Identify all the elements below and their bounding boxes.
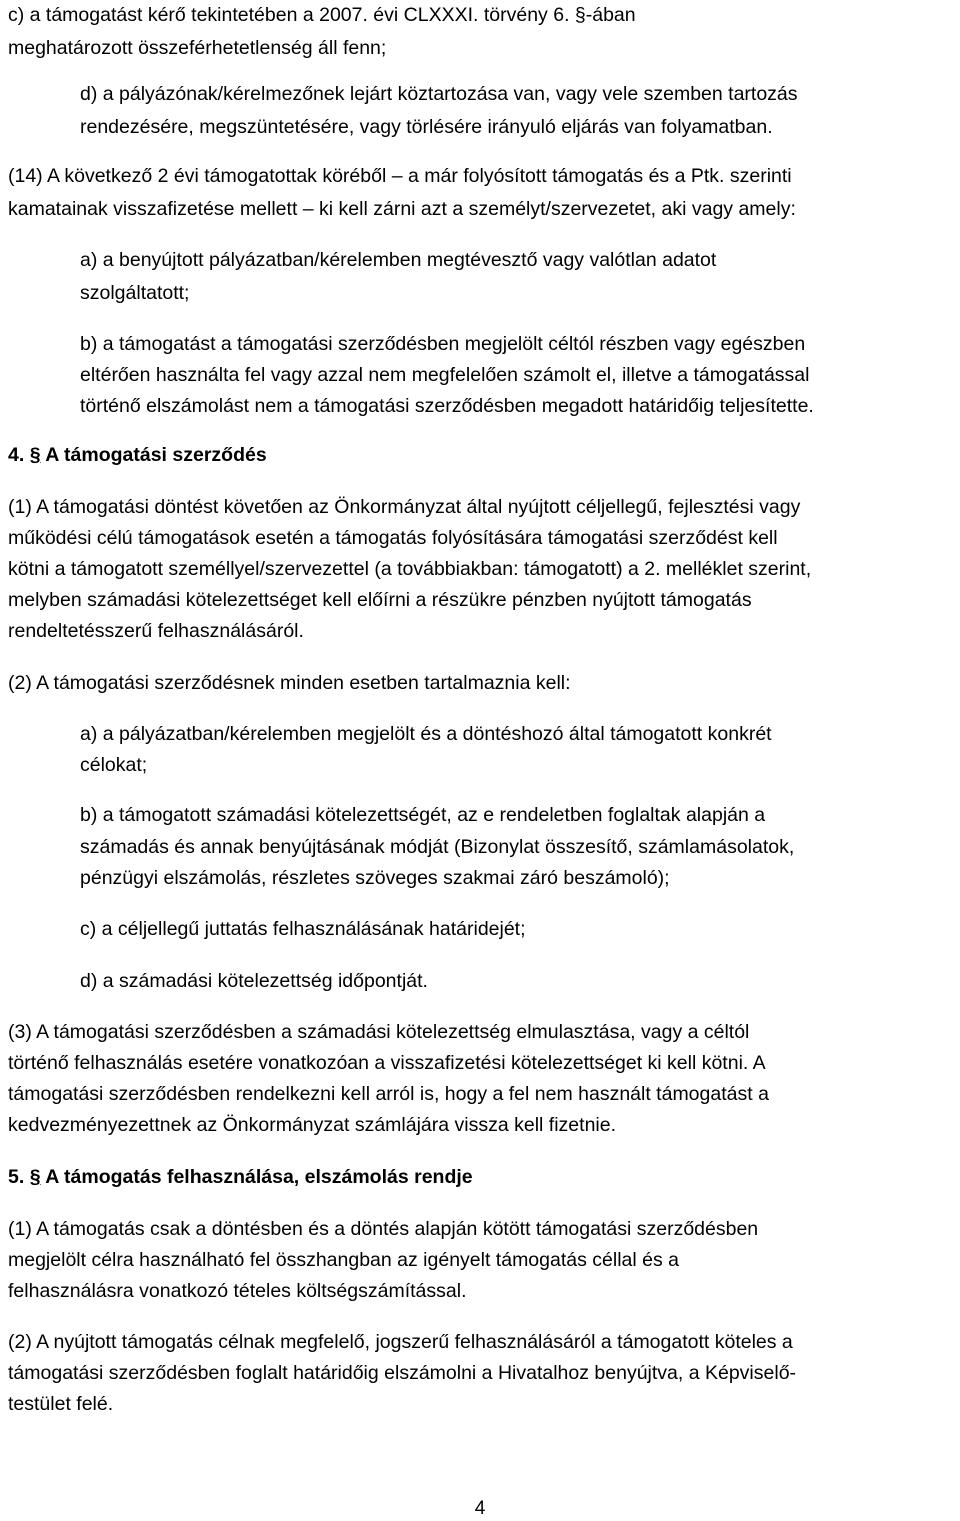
section-heading bbox=[8, 443, 267, 467]
text-line: testület felé. bbox=[8, 1393, 114, 1415]
text-line: (1) A támogatás csak a döntésben és a döntés alapján kötött támogatási szerződésben bbox=[8, 1218, 759, 1240]
text-line: a) a benyújtott pályázatban/kérelemben megtévesztő vagy valótlan adatot bbox=[80, 249, 717, 271]
text-line: eltérően használta fel vagy azzal nem megfelelően számolt el, illetve a támogatással bbox=[80, 364, 810, 386]
text-line: (1) A támogatási döntést követően az Önkormányzat által nyújtott céljellegű, fejlesztési vagy bbox=[8, 496, 801, 518]
section-number: 5. bbox=[8, 1166, 25, 1188]
section-sign: § bbox=[29, 1166, 41, 1188]
text-line: c) a támogatást kérő tekintetében a 2007. évi CLXXXI. törvény 6. §-ában bbox=[8, 4, 636, 26]
section-title: A támogatás felhasználása, elszámolás rendje bbox=[45, 1166, 473, 1188]
text-line: támogatási szerződésben foglalt határidőig elszámolni a Hivatalhoz benyújtva, a Képviselő- bbox=[8, 1362, 797, 1384]
text-line: célokat; bbox=[80, 754, 148, 776]
text-line: d) a pályázónak/kérelmezőnek lejárt köztartozása van, vagy vele szemben tartozás bbox=[80, 83, 798, 105]
text-line: pénzügyi elszámolás, részletes szöveges szakmai záró beszámoló); bbox=[80, 867, 670, 889]
page-number: 4 bbox=[474, 1498, 486, 1519]
text-line: számadás és annak benyújtásának módját (Bizonylat összesítő, számlamásolatok, bbox=[80, 836, 795, 858]
text-line: támogatási szerződésben rendelkezni kell arról is, hogy a fel nem használt támogatást a bbox=[8, 1083, 769, 1105]
text-line: melyben számadási kötelezettséget kell előírni a részükre pénzben nyújtott támogatás bbox=[8, 589, 752, 611]
text-line: a) a pályázatban/kérelemben megjelölt és a döntéshozó által támogatott konkrét bbox=[80, 723, 772, 745]
text-line: d) a számadási kötelezettség időpontját. bbox=[80, 970, 428, 992]
section-title: A támogatási szerződés bbox=[45, 444, 267, 466]
text-line: megjelölt célra használható fel összhangban az igényelt támogatás céllal és a bbox=[8, 1249, 679, 1271]
text-line: meghatározott összeférhetetlenség áll fenn; bbox=[8, 37, 387, 59]
section-number: 4. bbox=[8, 444, 25, 466]
text-line: kamatainak visszafizetése mellett – ki kell zárni azt a személyt/szervezetet, aki vagy amely: bbox=[8, 198, 796, 220]
text-line: rendeltetésszerű felhasználásáról. bbox=[8, 620, 304, 642]
text-line: működési célú támogatások esetén a támogatás folyósítására támogatási szerződést kell bbox=[8, 527, 778, 549]
text-line: (3) A támogatási szerződésben a számadási kötelezettség elmulasztása, vagy a céltól bbox=[8, 1021, 750, 1043]
text-line: történő felhasználás esetére vonatkozóan a visszafizetési kötelezettséget ki kell kötni. A bbox=[8, 1052, 766, 1074]
text-line: felhasználásra vonatkozó tételes költségszámítással. bbox=[8, 1280, 467, 1302]
text-line: b) a támogatott számadási kötelezettségét, az e rendeletben foglaltak alapján a bbox=[80, 804, 766, 826]
text-line: szolgáltatott; bbox=[80, 282, 190, 304]
text-line: b) a támogatást a támogatási szerződésben megjelölt céltól részben vagy egészben bbox=[80, 333, 806, 355]
text-line: (2) A támogatási szerződésnek minden esetben tartalmaznia kell: bbox=[8, 672, 571, 694]
text-line: kedvezményezettnek az Önkormányzat számlájára vissza kell fizetnie. bbox=[8, 1114, 617, 1136]
text-line: történő elszámolást nem a támogatási szerződésben megadott határidőig teljesítette. bbox=[80, 395, 814, 417]
text-line: rendezésére, megszüntetésére, vagy törlésére irányuló eljárás van folyamatban. bbox=[80, 116, 773, 138]
section-heading bbox=[8, 1165, 473, 1189]
text-line: (2) A nyújtott támogatás célnak megfelelő, jogszerű felhasználásáról a támogatott köteles a bbox=[8, 1331, 793, 1353]
text-line: kötni a támogatott személlyel/szervezettel (a továbbiakban: támogatott) a 2. melléklet szerint, bbox=[8, 558, 812, 580]
text-line: (14) A következő 2 évi támogatottak köréből – a már folyósított támogatás és a Ptk. szerinti bbox=[8, 165, 792, 187]
section-sign: § bbox=[29, 444, 41, 466]
text-line: c) a céljellegű juttatás felhasználásának határidejét; bbox=[80, 918, 526, 940]
